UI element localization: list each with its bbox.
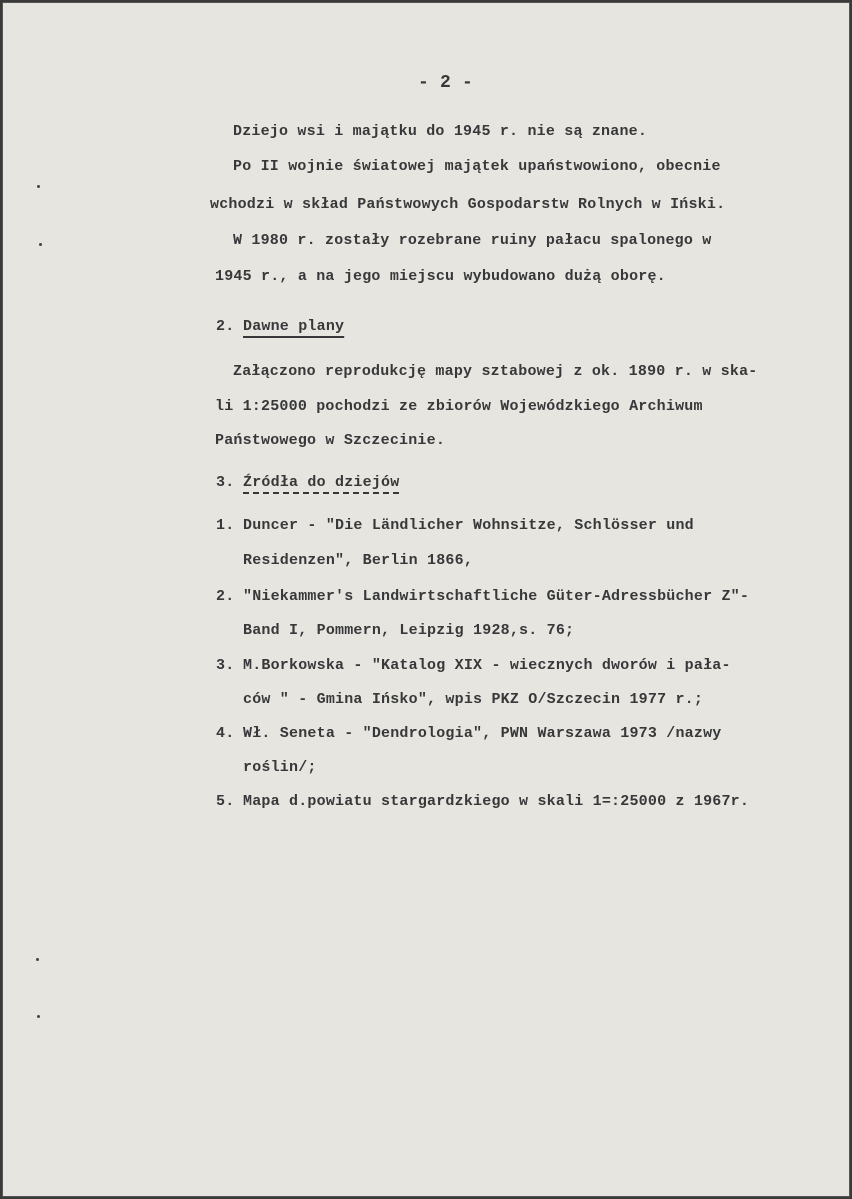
list-item-number: 3. [216,657,235,674]
scan-speck [37,1015,40,1018]
list-item-number: 4. [216,725,235,742]
list-item-line: Duncer - "Die Ländlicher Wohnsitze, Schlösser und [243,517,694,534]
list-item-line: Wł. Seneta - "Dendrologia", PWN Warszawa 1973 /nazwy [243,725,722,742]
paragraph-line: Załączono reprodukcję mapy sztabowej z ok. 1890 r. w ska- [233,363,758,380]
list-item-line: Residenzen", Berlin 1866, [243,552,474,569]
list-item-number: 1. [216,517,235,534]
section-heading: Dawne plany [243,318,345,335]
scan-speck [37,185,40,188]
list-item-line: M.Borkowska - "Katalog XIX - wiecznych dworów i pała- [243,657,731,674]
list-item-line: roślin/; [243,759,317,776]
document-page [2,2,850,1197]
paragraph-line: Po II wojnie światowej majątek upaństwowiono, obecnie [233,158,721,175]
list-item-line: "Niekammer's Landwirtschaftliche Güter-Adressbücher Z"- [243,588,750,605]
paragraph-line: li 1:25000 pochodzi ze zbiorów Wojewódzkiego Archiwum [215,398,703,415]
section-number: 2. [216,318,235,335]
list-item-line: Band I, Pommern, Leipzig 1928,s. 76; [243,622,575,639]
section-number: 3. [216,474,235,491]
paragraph-line: Państwowego w Szczecinie. [215,432,446,449]
list-item-line: ców " - Gmina Ińsko", wpis PKZ O/Szczecin 1977 r.; [243,691,704,708]
scan-speck [36,958,39,961]
scan-speck [39,243,42,246]
section-heading: Źródła do dziejów [243,474,400,491]
paragraph-line: Dziejo wsi i majątku do 1945 r. nie są znane. [233,123,648,140]
list-item-number: 2. [216,588,235,605]
paragraph-line: W 1980 r. zostały rozebrane ruiny pałacu spalonego w [233,232,712,249]
paragraph-line: 1945 r., a na jego miejscu wybudowano dużą oborę. [215,268,666,285]
list-item-number: 5. [216,793,235,810]
list-item-line: Mapa d.powiatu stargardzkiego w skali 1=:25000 z 1967r. [243,793,750,810]
page-number: - 2 - [418,73,474,93]
paragraph-line: wchodzi w skład Państwowych Gospodarstw Rolnych w Iński. [210,196,726,213]
